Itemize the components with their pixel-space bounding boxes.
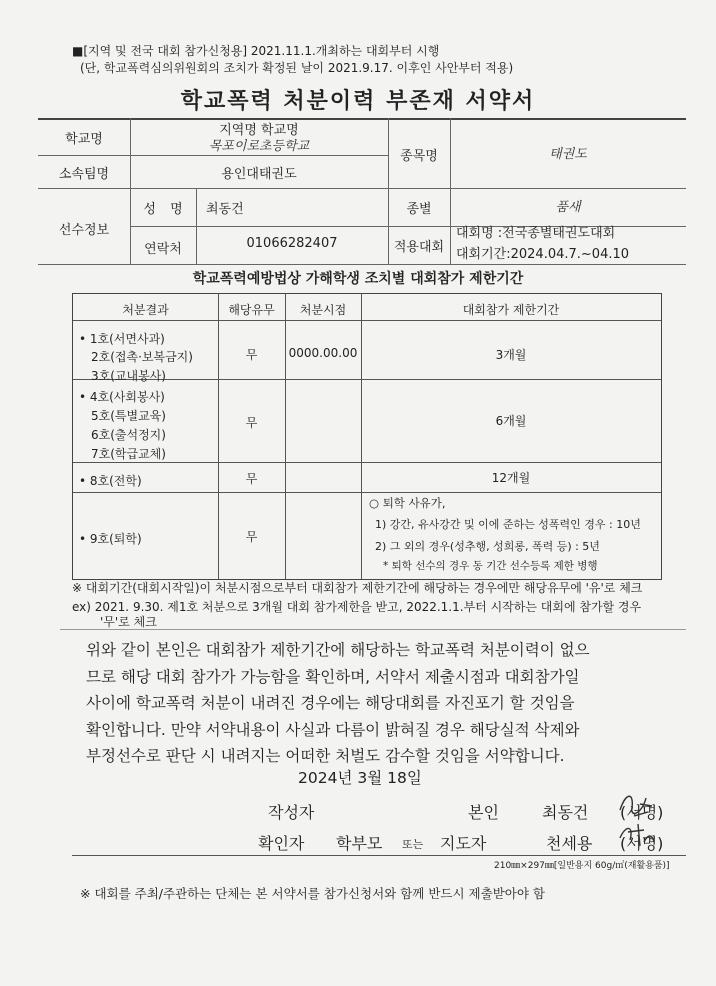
info-col-divider-3 — [450, 118, 451, 264]
row4-limit-line-1: ○ 퇴학 사유가, — [369, 496, 446, 510]
confirmer-signature-mark — [614, 820, 660, 850]
declaration-line-3: 사이에 학교폭력 처분이 내려진 경우에는 해당대회를 자진포기 할 것임을 — [86, 694, 575, 712]
row1-item-2: 2호(접촉·보복금지) — [91, 350, 193, 364]
row3-item-1: • 8호(전학) — [79, 474, 142, 488]
competition-name: 대회명 :전국종별태권도대회 — [456, 226, 616, 241]
header-limit: 대회참가 제한기간 — [462, 303, 560, 317]
name-value: 최동건 — [206, 202, 244, 217]
author-label: 작성자 — [268, 803, 315, 822]
row2-item-1: • 4호(사회봉사) — [79, 390, 165, 404]
declaration-paragraph — [86, 637, 686, 770]
team-value: 용인대태권도 — [221, 167, 297, 182]
competition-period: 대회기간:2024.04.7.~04.10 — [456, 247, 630, 262]
team-label: 소속팀명 — [58, 167, 110, 182]
author-name: 최동건 — [542, 803, 589, 822]
class-value: 품새 — [555, 200, 581, 215]
name-label: 성 명 — [143, 202, 183, 217]
header-divider — [73, 320, 661, 321]
col-divider-3 — [361, 294, 362, 579]
notice-line-2: (단, 학교폭력심의위원회의 조치가 확정된 날이 2021.9.17. 이후인 사안부터 적용) — [80, 61, 514, 75]
competition-label: 적용대회 — [393, 240, 445, 255]
row1-item-3: 3호(교내봉사) — [91, 369, 166, 383]
note-2: ex) 2021. 9.30. 제1호 처분으로 3개월 대회 참가제한을 받고, 2022.1.1.부터 시작하는 대회에 참가할 경우 — [72, 600, 642, 614]
row1-limit: 3개월 — [495, 348, 527, 362]
parent-label: 학부모 — [336, 834, 383, 853]
event-value: 태권도 — [549, 147, 587, 162]
or-label: 또는 — [402, 838, 424, 851]
row2-item-3: 6호(출석정지) — [91, 428, 166, 442]
declaration-line-2: 므로 해당 대회 참가가 가능함을 확인하며, 서약서 제출시점과 대회참가일 — [86, 667, 580, 686]
confirmer-label: 확인자 — [258, 834, 305, 853]
row2-applicable: 무 — [245, 416, 258, 430]
row2-item-4: 7호(학급교체) — [91, 447, 166, 461]
declaration-line-4: 확인합니다. 만약 서약내용이 사실과 다름이 밝혀질 경우 해당실적 삭제와 — [86, 720, 580, 739]
event-label: 종목명 — [400, 149, 438, 164]
declaration-line-5: 부정선수로 판단 시 내려지는 어떠한 처벌도 감수할 것임을 서약합니다. — [86, 747, 565, 765]
row1-date: 0000.00.00 — [288, 346, 358, 360]
confirmer-sign-label: (서명) — [620, 834, 664, 853]
info-row-divider-1 — [38, 155, 388, 156]
row1-item-1: • 1호(서면사과) — [79, 332, 165, 346]
player-info-label: 선수정보 — [58, 223, 110, 238]
row3-limit: 12개월 — [491, 471, 531, 485]
info-table-bottom — [38, 264, 686, 265]
restriction-table — [72, 293, 662, 580]
row4-limit-line-4: * 퇴학 선수의 경우 동 기간 선수등록 제한 병행 — [383, 560, 598, 572]
notes-divider — [60, 629, 686, 630]
section-title: 학교폭력예방법상 가해학생 조치별 대회참가 제한기간 — [192, 271, 524, 287]
row4-applicable: 무 — [245, 530, 258, 544]
info-row-divider-2 — [38, 188, 686, 189]
document-title: 학교폭력 처분이력 부존재 서약서 — [180, 89, 536, 114]
header-result: 처분결과 — [122, 303, 169, 317]
self-label: 본인 — [468, 803, 499, 822]
header-applicable: 해당유무 — [228, 303, 275, 317]
guide-label: 지도자 — [440, 834, 487, 853]
author-signature-mark — [612, 786, 660, 822]
note-1: ※ 대회기간(대회시작일)이 처분시점으로부터 대회참가 제한기간에 해당하는 경우에만 해당유무에 '유'로 체크 — [72, 581, 643, 595]
school-placeholder: 지역명 학교명 — [219, 123, 299, 138]
row-divider-2 — [73, 462, 661, 463]
header-date: 처분시점 — [299, 303, 347, 317]
row2-limit: 6개월 — [495, 414, 527, 428]
footer-note: ※ 대회를 주최/주관하는 단체는 본 서약서를 참가신청서와 함께 반드시 제출받아야 함 — [80, 886, 545, 901]
notice-line-1: ■[지역 및 전국 대회 참가신청용] 2021.11.1.개최하는 대회부터 시행 — [72, 44, 440, 58]
note-3: '무'로 체크 — [100, 615, 157, 629]
row2-item-2: 5호(특별교육) — [91, 409, 166, 423]
signature-divider — [72, 855, 686, 856]
col-divider-2 — [285, 294, 286, 579]
row4-limit-line-3: 2) 그 외의 경우(성추행, 성희롱, 폭력 등) : 5년 — [375, 540, 600, 553]
paper-spec: 210㎜×297㎜[일반용지 60g/㎡(재활용품)] — [494, 861, 670, 871]
confirmer-name: 천세용 — [546, 834, 593, 853]
row4-item-1: • 9호(퇴학) — [79, 532, 142, 546]
class-label: 종별 — [406, 202, 432, 217]
row4-limit-line-2: 1) 강간, 유사강간 및 이에 준하는 성폭력인 경우 : 10년 — [375, 518, 641, 531]
sign-date: 2024년 3월 18일 — [298, 769, 422, 787]
contact-value: 01066282407 — [246, 236, 338, 251]
info-col-divider-4 — [196, 188, 197, 264]
row-divider-3 — [73, 492, 661, 493]
author-sign-label: (서명) — [620, 803, 664, 822]
contact-label: 연락처 — [144, 242, 182, 257]
row1-applicable: 무 — [245, 348, 258, 362]
declaration-line-1: 위와 같이 본인은 대회참가 제한기간에 해당하는 학교폭력 처분이력이 없으 — [86, 641, 590, 659]
school-label: 학교명 — [65, 132, 103, 147]
school-value: 목포이로초등학교 — [208, 139, 310, 154]
row3-applicable: 무 — [245, 472, 258, 486]
